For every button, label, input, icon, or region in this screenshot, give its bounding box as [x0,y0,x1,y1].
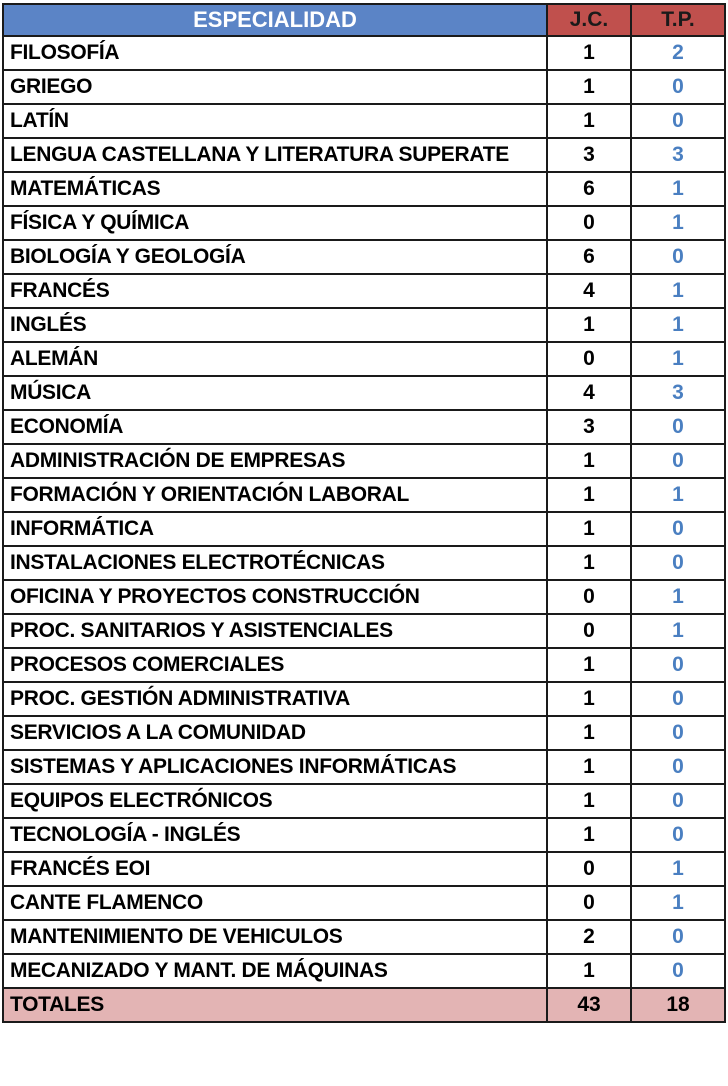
row-name: INSTALACIONES ELECTROTÉCNICAS [3,546,547,580]
totals-row [3,988,725,1022]
header-tp: T.P. [631,4,725,36]
row-tp: 1 [631,342,725,376]
table-row [3,920,725,954]
totals-label: TOTALES [3,988,547,1022]
table-row [3,886,725,920]
row-jc: 0 [547,886,631,920]
table-row [3,818,725,852]
row-tp: 0 [631,682,725,716]
table-row [3,138,725,172]
row-jc: 6 [547,172,631,206]
row-tp: 0 [631,818,725,852]
row-tp: 0 [631,104,725,138]
row-jc: 1 [547,954,631,988]
row-jc: 1 [547,444,631,478]
row-tp: 3 [631,376,725,410]
row-jc: 1 [547,648,631,682]
table-row [3,716,725,750]
row-name: GRIEGO [3,70,547,104]
totals-tp: 18 [631,988,725,1022]
table-row [3,206,725,240]
row-tp: 1 [631,206,725,240]
table-row [3,614,725,648]
row-tp: 1 [631,614,725,648]
row-name: MATEMÁTICAS [3,172,547,206]
row-tp: 0 [631,920,725,954]
row-jc: 4 [547,376,631,410]
row-tp: 0 [631,716,725,750]
row-jc: 0 [547,614,631,648]
row-tp: 0 [631,512,725,546]
especialidad-table [2,3,726,1023]
row-jc: 0 [547,580,631,614]
row-name: SERVICIOS A LA COMUNIDAD [3,716,547,750]
row-tp: 0 [631,70,725,104]
table-row [3,478,725,512]
header-jc: J.C. [547,4,631,36]
row-name: ECONOMÍA [3,410,547,444]
table-row [3,70,725,104]
row-tp: 0 [631,546,725,580]
row-jc: 1 [547,784,631,818]
table-row [3,240,725,274]
row-tp: 0 [631,648,725,682]
row-name: FRANCÉS [3,274,547,308]
row-jc: 1 [547,512,631,546]
row-jc: 3 [547,138,631,172]
row-name: TECNOLOGÍA - INGLÉS [3,818,547,852]
row-jc: 3 [547,410,631,444]
row-tp: 1 [631,580,725,614]
table-row [3,410,725,444]
row-jc: 1 [547,682,631,716]
row-tp: 0 [631,410,725,444]
row-jc: 1 [547,308,631,342]
row-tp: 0 [631,240,725,274]
header-especialidad: ESPECIALIDAD [3,4,547,36]
row-jc: 1 [547,750,631,784]
table-row [3,104,725,138]
row-jc: 2 [547,920,631,954]
table-row [3,750,725,784]
table-row [3,36,725,70]
row-name: LATÍN [3,104,547,138]
row-jc: 0 [547,206,631,240]
row-name: FORMACIÓN Y ORIENTACIÓN LABORAL [3,478,547,512]
row-tp: 2 [631,36,725,70]
table-row [3,954,725,988]
table-row [3,682,725,716]
row-name: FÍSICA Y QUÍMICA [3,206,547,240]
row-tp: 1 [631,308,725,342]
row-tp: 1 [631,478,725,512]
row-tp: 1 [631,852,725,886]
row-jc: 1 [547,546,631,580]
row-name: MÚSICA [3,376,547,410]
row-jc: 1 [547,36,631,70]
row-name: MECANIZADO Y MANT. DE MÁQUINAS [3,954,547,988]
table-row [3,580,725,614]
header-row [3,4,725,36]
row-name: CANTE FLAMENCO [3,886,547,920]
table-row [3,342,725,376]
row-tp: 1 [631,274,725,308]
row-jc: 6 [547,240,631,274]
totals-jc: 43 [547,988,631,1022]
row-tp: 0 [631,444,725,478]
row-tp: 0 [631,784,725,818]
table-row [3,784,725,818]
row-tp: 1 [631,172,725,206]
table-row [3,308,725,342]
row-jc: 0 [547,342,631,376]
row-name: ALEMÁN [3,342,547,376]
row-jc: 1 [547,716,631,750]
row-tp: 0 [631,750,725,784]
table-row [3,444,725,478]
row-tp: 1 [631,886,725,920]
row-name: LENGUA CASTELLANA Y LITERATURA SUPERATE [3,138,547,172]
row-jc: 1 [547,70,631,104]
row-name: MANTENIMIENTO DE VEHICULOS [3,920,547,954]
table-row [3,546,725,580]
row-name: BIOLOGÍA Y GEOLOGÍA [3,240,547,274]
row-jc: 1 [547,818,631,852]
row-name: INFORMÁTICA [3,512,547,546]
row-name: PROC. GESTIÓN ADMINISTRATIVA [3,682,547,716]
row-tp: 3 [631,138,725,172]
table-row [3,376,725,410]
row-jc: 4 [547,274,631,308]
row-name: OFICINA Y PROYECTOS CONSTRUCCIÓN [3,580,547,614]
row-name: FILOSOFÍA [3,36,547,70]
table-row [3,648,725,682]
table-row [3,274,725,308]
table-row [3,852,725,886]
row-jc: 1 [547,104,631,138]
row-name: PROC. SANITARIOS Y ASISTENCIALES [3,614,547,648]
table-row [3,172,725,206]
row-tp: 0 [631,954,725,988]
row-jc: 0 [547,852,631,886]
row-name: ADMINISTRACIÓN DE EMPRESAS [3,444,547,478]
row-name: FRANCÉS EOI [3,852,547,886]
row-name: INGLÉS [3,308,547,342]
row-jc: 1 [547,478,631,512]
table-row [3,512,725,546]
row-name: PROCESOS COMERCIALES [3,648,547,682]
row-name: SISTEMAS Y APLICACIONES INFORMÁTICAS [3,750,547,784]
row-name: EQUIPOS ELECTRÓNICOS [3,784,547,818]
